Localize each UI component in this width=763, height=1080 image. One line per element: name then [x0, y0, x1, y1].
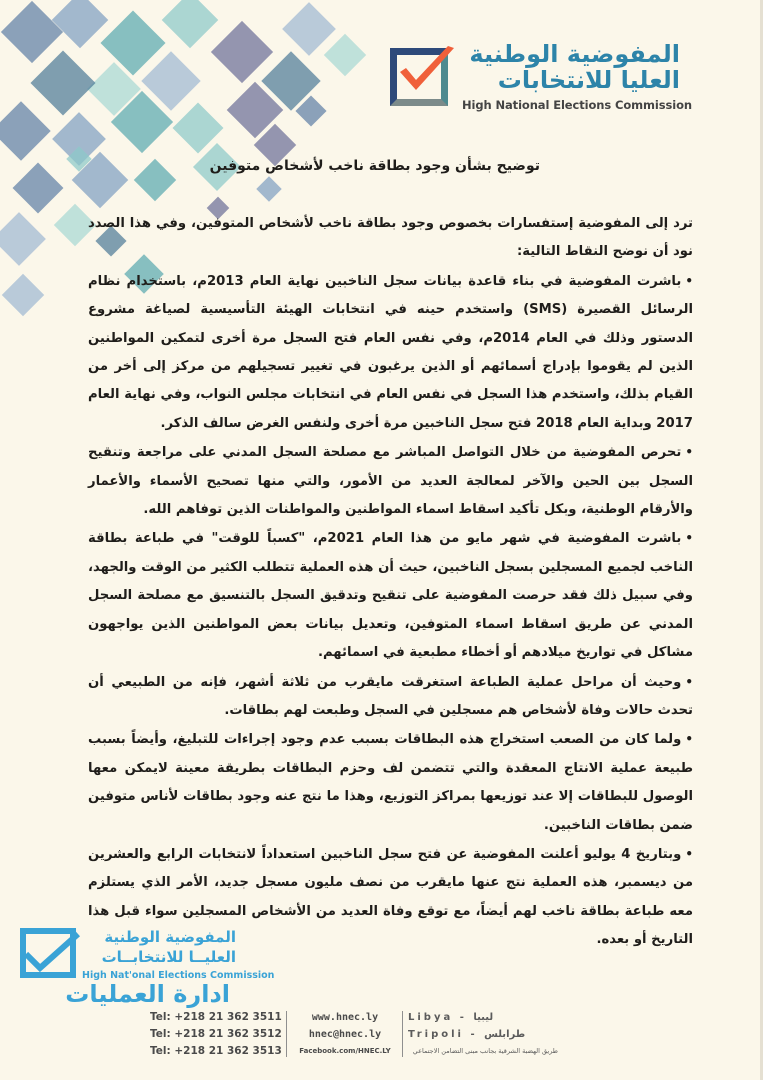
point-text: ولما كان من الصعب استخراج هذه البطاقات بسبب عدم وجود إجراءات للتبليغ، وأيضاً بسبب طبيعة عملية الانتاج المعقدة والتي تتضمن لف وحزم البطاقات بطريقة معينة لايمكن معها الوصول للبطاقات إلا عند توزيعها بمراكز التوزيع، وهذا ما نتج عنه وجود بطاقات لأناس متوفين ضمن بطاقات الناخبين. — [88, 732, 693, 833]
point-item — [88, 267, 693, 438]
stamp-english-name: High Nat'onal Elections Commission — [82, 970, 275, 981]
phone-line: Tel: +218 21 362 3512 — [150, 1028, 282, 1040]
footer-divider — [402, 1011, 403, 1057]
diamond-shape — [211, 21, 273, 83]
points-list — [88, 267, 693, 955]
facebook-link[interactable]: Facebook.com/HNEC.LY — [299, 1047, 391, 1055]
bullet-icon: • — [685, 273, 693, 288]
point-text: باشرت المفوضية في شهر مايو من هذا العام 2021م، "كسباً للوقت" في طباعة بطاقة الناخب لجميع المسجلين بسجل الناخبين، حيث أن هذه العملية تتطلب الكثير من الوقت والجهد، وفي سبيل ذلك فقد حرصت المفوضية على تنقيح وتدقيق السجل بالتنسيق مع مصلحة السجل المدني عن طريق اسقاط اسماء المتوفين، وتعديل بيانات بعض المواطنين الذين يواجهون مشاكل في تواريخ ميلادهم أو أخطاء مطبعية في اسمائهم. — [88, 531, 693, 661]
phone-line: Tel: +218 21 362 3511 — [150, 1011, 282, 1023]
point-item — [88, 524, 693, 667]
web-contacts — [295, 1009, 395, 1060]
diamond-shape — [0, 212, 46, 266]
intro-paragraph: ترد إلى المفوضية إستفسارات بخصوص وجود بطاقة ناخب لأشخاص المتوفين، وفي هذا الصدد نود أن نوضح النقاط التالية: — [88, 216, 693, 260]
city-label: Tripoli - طرابلس — [408, 1029, 526, 1040]
street-address: طريق الهضبة الشرقية بجانب مبنى التضامن الاجتماعي — [412, 1047, 558, 1055]
point-item — [88, 438, 693, 524]
stamp-arabic-line2: العليــا للانتخابــات — [101, 948, 236, 966]
bullet-icon: • — [685, 732, 693, 747]
diamond-shape — [162, 0, 219, 48]
point-text: وبتاريخ 4 يوليو أعلنت المفوضية عن فتح سجل الناخبين استعداداً لانتخابات الرابع والعشرين من ديسمبر، هذه العملية نتج عنها مايقرب من نصف مليون مسجل جديد، الأمر الذي يستلزم معه طباعة بطاقة ناخب لهم أيضاً، مع توقع وفاة العديد من الأشخاص المسجلين سواء قبل هذا التاريخ أو بعده. — [88, 846, 693, 948]
hnec-logo — [390, 40, 692, 116]
bullet-icon: • — [685, 531, 693, 546]
point-item — [88, 725, 693, 840]
letterhead-footer — [140, 1009, 600, 1059]
location — [408, 1009, 558, 1060]
point-text: وحيث أن مراحل عملية الطباعة استغرقت مايقرب من ثلاثة أشهر، فإنه من الطبيعي أن تحدث حالات وفاة لأشخاص هم مسجلين في السجل وطبعت لهم بطاقات. — [88, 674, 693, 718]
stamp-arabic-line1: المفوضية الوطنية — [104, 928, 236, 946]
logo-arabic-line1: المفوضية الوطنية — [469, 40, 680, 68]
diamond-shape — [324, 34, 366, 76]
document-body — [88, 210, 693, 955]
bullet-icon: • — [685, 674, 693, 689]
point-text: تحرص المفوضية من خلال التواصل المباشر مع مصلحة السجل المدني على مراجعة وتنقيح السجل بين الحين والآخر لمعالجة العديد من الأمور، والتي منها تصحيح الأسماء والأعمار والأرقام الوطنية، وبكل تأكيد اسقاط اسماء المواطنين والمواطنات الذين توفاهم الله. — [88, 445, 693, 518]
phone-numbers — [150, 1009, 282, 1060]
stamp-department-name: ادارة العمليات — [65, 980, 230, 1008]
diamond-shape — [0, 101, 51, 160]
operations-department-stamp — [16, 926, 275, 1008]
phone-line: Tel: +218 21 362 3513 — [150, 1045, 282, 1057]
diamond-shape — [13, 163, 64, 214]
diamond-shape — [52, 0, 109, 48]
diamond-shape — [282, 2, 336, 56]
bullet-icon: • — [685, 846, 694, 861]
diamond-shape — [256, 176, 281, 201]
email-link[interactable]: hnec@hnec.ly — [308, 1029, 382, 1040]
bullet-icon: • — [685, 445, 693, 460]
logo-arabic-line2: العليا للانتخابات — [497, 66, 680, 94]
diamond-shape — [2, 274, 44, 316]
document-title: توضيح بشأن وجود بطاقة ناخب لأشخاص متوفين — [209, 158, 540, 174]
logo-english-name: High National Elections Commission — [462, 98, 692, 112]
checkmark-icon — [396, 42, 466, 102]
point-item — [88, 668, 693, 726]
website-link[interactable]: www.hnec.ly — [311, 1012, 379, 1023]
footer-divider — [286, 1011, 287, 1057]
country-label: Libya - ليبيا — [408, 1012, 494, 1023]
point-text: باشرت المفوضية في بناء قاعدة بيانات سجل الناخبين نهاية العام 2013م، باستخدام نظام الرسائل القصيرة (SMS) واستخدم حينه في انتخابات الهيئة التأسيسية لصياغة مشروع الدستور وذلك في العام 2014م، وفي نفس العام فتح السجل مرة أخرى لتمكين المواطنين الذين لم يقوموا بإدراج أسمائهم أو الذين يرغبون في تغيير تسجيلهم من مركز إلى أخر من القيام بذلك، واستخدم هذا السجل في نفس العام في انتخابات مجلس النواب، وفي نهاية العام 2017 وبداية العام 2018 فتح سجل الناخبين مرة أخرى ولنفس الغرض سالف الذكر. — [88, 273, 693, 431]
diamond-shape — [30, 50, 95, 115]
diamond-shape — [1, 1, 63, 63]
stamp-checkmark-icon — [20, 930, 82, 978]
